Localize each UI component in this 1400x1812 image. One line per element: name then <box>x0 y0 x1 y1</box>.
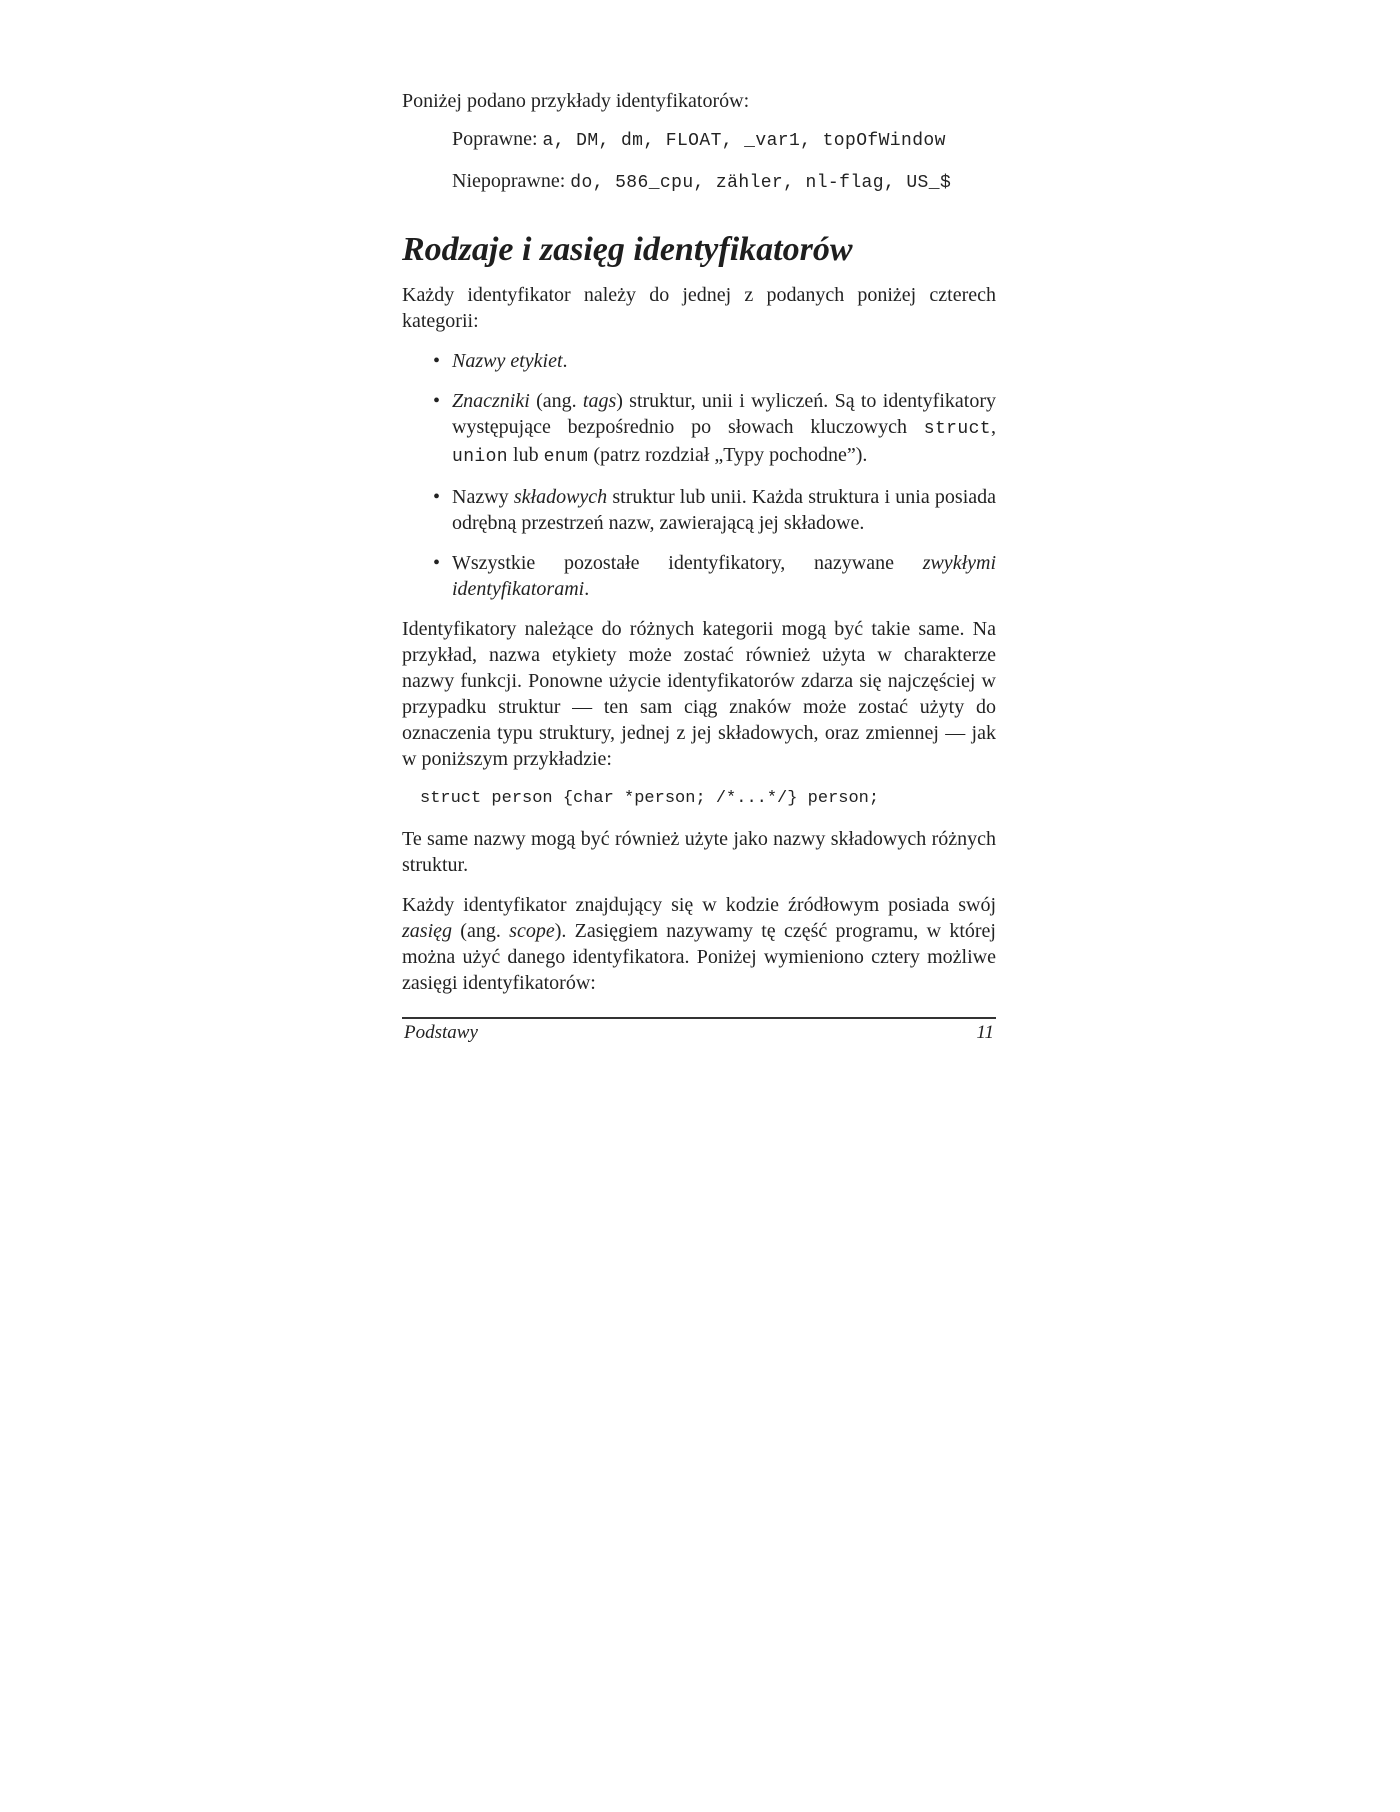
intro-text: Poniżej podano przykłady identyfikatorów: <box>402 90 750 112</box>
bullet-icon: • <box>433 552 441 574</box>
paragraph-member-names: Te same nazwy mogą być również użyte jako nazwy składowych różnych struktur. <box>402 828 996 876</box>
list-item: • Znaczniki (ang. tags) struktur, unii i wyliczeń. Są to identyfikatory występujące bezpośrednio po słowach kluczowych struct, union lub enum (patrz rozdział „Typy pochodne”). <box>433 390 996 467</box>
invalid-label: Niepoprawne: <box>452 170 566 192</box>
paragraph-categories: Każdy identyfikator należy do jednej z podanych poniżej czterech kategorii: <box>402 284 996 332</box>
invalid-values: do, 586_cpu, zähler, nl-flag, US_$ <box>570 173 952 193</box>
list-item: • Wszystkie pozostałe identyfikatory, nazywane zwykłymi identyfikatorami. <box>433 552 996 600</box>
footer-section-title: Podstawy <box>404 1022 478 1043</box>
bullet-icon: • <box>433 350 441 372</box>
list-item: • Nazwy składowych struktur lub unii. Każda struktura i unia posiada odrębną przestrzeń nazw, zawierającą jej składowe. <box>433 486 997 534</box>
bullet-icon: • <box>433 486 441 508</box>
footer-rule <box>402 1017 996 1019</box>
category-list <box>402 348 996 602</box>
valid-values: a, DM, dm, FLOAT, _var1, topOfWindow <box>542 131 946 151</box>
paragraph-categories-reuse: Identyfikatory należące do różnych kategorii mogą być takie same. Na przykład, nazwa etykiety może zostać również użyta w charakterze nazwy funkcji. Ponowne użycie identyfikatorów zdarza się najczęściej w przypadku struktur — ten sam ciąg znaków może zostać użyty do oznaczenia typu struktury, jednej z jej składowych, oraz zmiennej — jak w poniższym przykładzie: <box>402 618 996 770</box>
code-example: struct person {char *person; /*...*/} person; <box>420 789 880 808</box>
page-body <box>402 88 996 996</box>
invalid-examples <box>452 168 996 196</box>
list-item: • Nazwy etykiet. <box>433 350 568 372</box>
valid-examples <box>452 126 996 154</box>
page-number: 11 <box>976 1022 994 1043</box>
bullet-icon: • <box>433 390 441 412</box>
section-heading: Rodzaje i zasięg identyfikatorów <box>402 231 853 268</box>
valid-label: Poprawne: <box>452 128 538 150</box>
paragraph-scope: Każdy identyfikator znajdujący się w kodzie źródłowym posiada swój zasięg (ang. scope). Zasięgiem nazywamy tę część programu, w której można użyć danego identyfikatora. Poniżej wymieniono cztery możliwe zasięgi identyfikatorów: <box>402 894 996 994</box>
